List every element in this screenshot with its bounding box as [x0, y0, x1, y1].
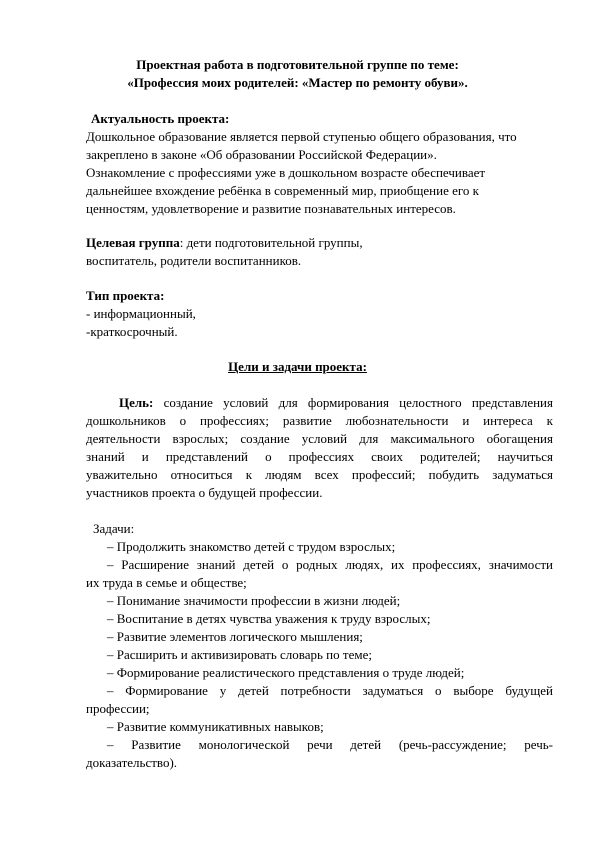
target-group-line-2: воспитатель, родители воспитанников.	[86, 253, 302, 268]
relevance-line-3: Ознакомление с профессиями уже в дошкольном возрасте обеспечивает	[86, 165, 486, 180]
target-group-text: : дети подготовительной группы,	[179, 235, 363, 250]
goal-line-5: уважительно относиться к людям всех профессий; побудить задуматься	[86, 467, 553, 482]
relevance-line-5: ценностям, удовлетворение и развитие познавательных интересов.	[86, 201, 456, 216]
goal-line-2: дошкольников о профессиях; развитие любознательности и интереса к	[86, 413, 553, 428]
task-item-9: – Развитие коммуникативных навыков;	[107, 719, 324, 734]
goals-heading: Цели и задачи проекта:	[228, 359, 367, 374]
goal-text: создание условий для формирования целостного представления	[153, 395, 553, 410]
task-item-2-cont: их труда в семье и обществе;	[86, 575, 247, 590]
task-item-10: – Развитие монологической речи детей (речь-рассуждение; речь-	[107, 737, 553, 752]
target-group-label: Целевая группа	[86, 235, 180, 250]
goal-line-6: участников проекта о будущей профессии.	[86, 485, 323, 500]
task-item-10-cont: доказательство).	[86, 755, 178, 770]
target-group	[86, 234, 363, 252]
task-item-6: – Расширить и активизировать словарь по теме;	[107, 647, 372, 662]
project-type-heading: Тип проекта:	[86, 288, 165, 303]
relevance-line-2: закреплено в законе «Об образовании Российской Федерации».	[86, 147, 437, 162]
relevance-line-4: дальнейшее вхождение ребёнка в современный мир, приобщение его к	[86, 183, 479, 198]
task-item-8-cont: профессии;	[86, 701, 150, 716]
title-line-1: Проектная работа в подготовительной группе по теме:	[136, 57, 459, 72]
goal-label: Цель:	[119, 395, 154, 410]
relevance-line-1: Дошкольное образование является первой ступенью общего образования, что	[86, 129, 517, 144]
task-item-8: – Формирование у детей потребности задуматься о выборе будущей	[107, 683, 553, 698]
tasks-heading: Задачи:	[93, 521, 135, 536]
project-type-item-2: -краткосрочный.	[86, 324, 178, 339]
goal-line-4: знаний и представлений о профессиях своих родителей; научиться	[86, 449, 553, 464]
project-type-item-1: - информационный,	[86, 306, 196, 321]
task-item-7: – Формирование реалистического представления о труде людей;	[107, 665, 465, 680]
goal-line-3: деятельности взрослых; создание условий для максимального обогащения	[86, 431, 553, 446]
task-item-5: – Развитие элементов логического мышления;	[107, 629, 363, 644]
task-item-4: – Воспитание в детях чувства уважения к труду взрослых;	[107, 611, 431, 626]
task-item-3: – Понимание значимости профессии в жизни людей;	[107, 593, 401, 608]
title-line-2: «Профессия моих родителей: «Мастер по ремонту обуви».	[127, 75, 468, 90]
relevance-heading: Актуальность проекта:	[91, 111, 230, 126]
task-item-2: – Расширение знаний детей о родных людях, их профессиях, значимости	[107, 557, 553, 572]
task-item-1: – Продолжить знакомство детей с трудом взрослых;	[107, 539, 396, 554]
goal-line-1	[86, 394, 553, 412]
